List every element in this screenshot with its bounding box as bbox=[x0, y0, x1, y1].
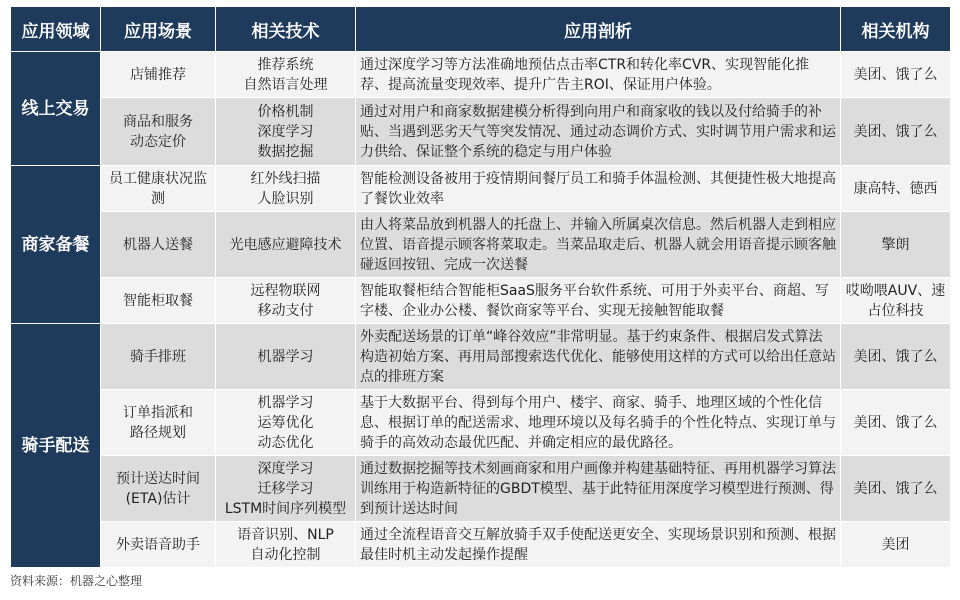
scene-line: 路径规划 bbox=[130, 424, 186, 441]
scene-cell bbox=[101, 456, 216, 522]
tech-cell bbox=[216, 456, 356, 522]
tech-line: 深度学习 bbox=[257, 460, 314, 477]
header-analysis: 应用剖析 bbox=[356, 7, 841, 52]
analysis-cell: 外卖配送场景的订单“峰谷效应”非常明显。基于约束条件、根据启发式算法构造初始方案、再用局部搜索迭代优化、能够使用这样的方式可以给出任意站点的排班方案 bbox=[356, 324, 841, 390]
table-row bbox=[11, 212, 951, 278]
domain-merchant: 商家备餐 bbox=[11, 166, 101, 324]
analysis-cell: 智能检测设备被用于疫情期间餐厅员工和骑手体温检测、其便捷性极大地提高了餐饮业效率 bbox=[356, 166, 841, 212]
tech-cell bbox=[216, 324, 356, 390]
header-org: 相关机构 bbox=[841, 7, 951, 52]
scene-cell bbox=[101, 522, 216, 568]
tech-cell bbox=[216, 390, 356, 456]
tech-line: 机器学习 bbox=[257, 394, 314, 411]
analysis-cell: 由人将菜品放到机器人的托盘上、并输入所属桌次信息。然后机器人走到相应位置、语音提示顾客将菜取走。当菜品取走后、机器人就会用语音提示顾客触碰返回按钮、完成一次送餐 bbox=[356, 212, 841, 278]
analysis-cell: 基于大数据平台、得到每个用户、楼宇、商家、骑手、地理区域的个性化信息、根据订单的配送需求、地理环境以及每名骑手的个性化特点、实现订单与骑手的高效动态最优匹配、并确定相应的最优路径。 bbox=[356, 390, 841, 456]
tech-line: 数据挖掘 bbox=[257, 143, 314, 160]
org-cell: 擎朗 bbox=[841, 212, 951, 278]
org-cell: 美团、饿了么 bbox=[841, 52, 951, 98]
org-cell: 康高特、德西 bbox=[841, 166, 951, 212]
table-row bbox=[11, 166, 951, 212]
scene-line: 店铺推荐 bbox=[130, 66, 186, 83]
tech-cell bbox=[216, 212, 356, 278]
tech-line: 深度学习 bbox=[257, 123, 314, 140]
org-cell: 哎呦喂AUV、速占位科技 bbox=[841, 278, 951, 324]
tech-cell bbox=[216, 522, 356, 568]
tech-line: 自动化控制 bbox=[250, 546, 321, 563]
scene-line: 员工健康状况监 bbox=[109, 170, 207, 187]
scene-cell bbox=[101, 212, 216, 278]
scene-line: 外卖语音助手 bbox=[116, 536, 200, 553]
table-row bbox=[11, 324, 951, 390]
scene-cell bbox=[101, 166, 216, 212]
org-cell: 美团、饿了么 bbox=[841, 456, 951, 522]
scene-cell bbox=[101, 98, 216, 166]
tech-line: 语音识别、NLP bbox=[237, 526, 334, 543]
scene-line: (ETA)估计 bbox=[125, 490, 191, 507]
org-cell: 美团、饿了么 bbox=[841, 390, 951, 456]
tech-line: 远程物联网 bbox=[250, 282, 321, 299]
analysis-cell: 智能取餐柜结合智能柜SaaS服务平台软件系统、可用于外卖平台、商超、写字楼、企业办公楼、餐饮商家等平台、实现无接触智能取餐 bbox=[356, 278, 841, 324]
table-row bbox=[11, 278, 951, 324]
domain-online: 线上交易 bbox=[11, 52, 101, 166]
analysis-cell: 通过数据挖掘等技术刻画商家和用户画像并构建基础特征、再用机器学习算法训练用于构造新特征的GBDT模型、基于此特征用深度学习模型进行预测、得到预计送达时间 bbox=[356, 456, 841, 522]
table-wrapper bbox=[10, 6, 950, 568]
scene-line: 预计送达时间 bbox=[116, 470, 200, 487]
scene-line: 测 bbox=[151, 190, 165, 207]
analysis-cell: 通过全流程语音交互解放骑手双手使配送更安全、实现场景识别和预测、根据最佳时机主动发起操作提醒 bbox=[356, 522, 841, 568]
tech-line: 价格机制 bbox=[257, 103, 314, 120]
tech-line: 运筹优化 bbox=[257, 414, 314, 431]
ai-application-table bbox=[10, 6, 951, 568]
tech-line: 动态优化 bbox=[257, 434, 314, 451]
tech-cell bbox=[216, 52, 356, 98]
tech-line: 移动支付 bbox=[257, 302, 314, 319]
scene-cell bbox=[101, 278, 216, 324]
scene-cell bbox=[101, 390, 216, 456]
scene-line: 机器人送餐 bbox=[123, 236, 193, 253]
tech-cell bbox=[216, 98, 356, 166]
header-row bbox=[11, 7, 951, 52]
scene-line: 骑手排班 bbox=[130, 348, 186, 365]
header-scene: 应用场景 bbox=[101, 7, 216, 52]
org-cell: 美团、饿了么 bbox=[841, 98, 951, 166]
tech-line: 自然语言处理 bbox=[243, 76, 328, 93]
table-row bbox=[11, 456, 951, 522]
table-row bbox=[11, 98, 951, 166]
scene-line: 订单指派和 bbox=[123, 404, 193, 421]
scene-line: 商品和服务 bbox=[123, 113, 193, 130]
table-row bbox=[11, 52, 951, 98]
tech-line: 迁移学习 bbox=[257, 480, 314, 497]
org-cell: 美团、饿了么 bbox=[841, 324, 951, 390]
tech-line: 光电感应避障技术 bbox=[229, 236, 342, 253]
tech-line: 机器学习 bbox=[257, 348, 314, 365]
tech-cell bbox=[216, 166, 356, 212]
tech-cell bbox=[216, 278, 356, 324]
scene-line: 智能柜取餐 bbox=[123, 292, 193, 309]
domain-rider: 骑手配送 bbox=[11, 324, 101, 568]
scene-cell bbox=[101, 52, 216, 98]
org-cell: 美团 bbox=[841, 522, 951, 568]
table-row bbox=[11, 522, 951, 568]
header-domain: 应用领域 bbox=[11, 7, 101, 52]
scene-cell bbox=[101, 324, 216, 390]
source-note: 资料来源：机器之心整理 bbox=[10, 574, 143, 588]
header-tech: 相关技术 bbox=[216, 7, 356, 52]
scene-line: 动态定价 bbox=[130, 133, 186, 150]
tech-line: LSTM时间序列模型 bbox=[224, 500, 347, 517]
table-row bbox=[11, 390, 951, 456]
analysis-cell: 通过对用户和商家数据建模分析得到向用户和商家收的钱以及付给骑手的补贴、当遇到恶劣天气等突发情况、通过动态调价方式、实时调节用户需求和运力供给、保证整个系统的稳定与用户体验 bbox=[356, 98, 841, 166]
tech-line: 红外线扫描 bbox=[250, 170, 321, 187]
tech-line: 推荐系统 bbox=[257, 56, 314, 73]
analysis-cell: 通过深度学习等方法准确地预估点击率CTR和转化率CVR、实现智能化推荐、提高流量变现效率、提升广告主ROI、保证用户体验。 bbox=[356, 52, 841, 98]
tech-line: 人脸识别 bbox=[257, 190, 314, 207]
